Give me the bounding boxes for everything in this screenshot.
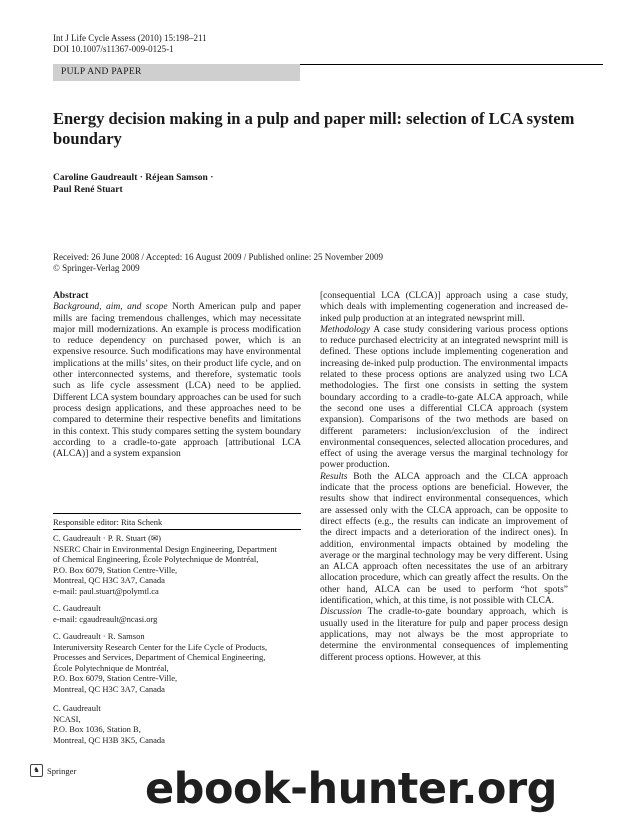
affiliation [53,703,301,745]
article-title: Energy decision making in a pulp and paper mill: selection of LCA system boundary [53,109,575,148]
affiliation-line: C. Gaudreault · R. Samson [53,631,145,641]
abstract-paragraph [53,302,301,460]
background-text: North American pulp and paper mills are facing tremendous challenges, which may necessitate major mill modernizations. An example is process modification to reduce dependency on purchased power, which is an expensive resource. Such modifications may have environmental implications at the mills’ sites, on their product life cycle, and on other interconnected systems, and therefore, systematic tools such as life cycle assessment (LCA) need to be applied. Different LCA system boundary approaches can be used for such process design applications, and these approaches need to be compared to determine their respective benefits and limitations in this context. This study compares setting the system boundary according to a cradle-to-gate approach [attributional LCA (ALCA)] and a system expansion [53,302,302,460]
publication-dates [53,252,613,274]
discussion-label: Discussion [320,607,362,618]
affiliation-line: Interuniversity Research Center for the Life Cycle of Products, [53,641,268,652]
discussion-text: The cradle-to-gate boundary approach, which is usually used in the literature for pulp and paper process design applications, may not always be the most appropriate to determine the environmental consequences of implementing different process options. However, at this [320,607,568,663]
affiliation-line: P.O. Box 6079, Station Centre-Ville, [53,564,178,575]
abstract-right-column [320,291,568,664]
affiliation-line: NCASI, [53,713,81,724]
authors-line: Paul René Stuart [53,185,123,195]
affiliation-line: NSERC Chair in Environmental Design Engineering, Department [53,543,278,554]
affiliation-line: Processes and Services, Department of Chemical Engineering, [53,652,266,663]
footnote-rule [53,529,301,530]
top-rule [300,64,603,65]
watermark: ebook-hunter.org [145,764,557,814]
journal-citation: Int J Life Cycle Assess (2010) 15:198–211 [53,33,207,43]
affiliation [53,533,301,597]
affiliation-line: P.O. Box 6079, Station Centre-Ville, [53,673,178,684]
methodology-label: Methodology [320,324,371,335]
affiliation-line: Montreal, QC H3B 3K5, Canada [53,734,165,745]
results-paragraph [320,472,568,608]
springer-horse-icon: ♞ [30,764,43,777]
results-label: Results [320,471,348,482]
affiliation-email[interactable]: e-mail: cgaudreault@ncasi.org [53,613,158,624]
affiliation-line: Montreal, QC H3C 3A7, Canada [53,683,165,694]
abstract-left-column [53,291,301,460]
copyright: © Springer-Verlag 2009 [53,263,140,273]
publisher-name: Springer [47,765,77,776]
results-text: Both the ALCA approach and the CLCA approach indicate that the process options are beneficial. However, the results show that indirect environmental consequences, which are assessed only with the CLCA approach, can be opposite to direct effects (e.g., the results can indicate an improvement of the direct impacts and a deterioration of the indirect ones). In addition, environmental impacts obtained by modeling the average or the marginal technology may be very different. Using an ALCA approach often necessitates the use of an arbitrary allocation procedure, which can greatly affect the results. On the other hand, ALCA can be used to perform “hot spots” identification, which, at this time, is not possible with CLCA. [320,471,569,607]
affiliation-line: École Polytechnique de Montréal, [53,662,169,673]
methodology-text: A case study considering various process options to reduce purchased electricity at an integrated newsprint mill is defined. These options include implementing cogeneration and increasing de-inked pulp production. The environmental impacts related to these process options are analyzed using two LCA methodologies. The first one consists in setting the system boundary according to a cradle-to-gate ALCA approach, while the second one uses a differential CLCA approach (system expansion). Comparisons of the two methods are based on different parameters: inclusion/exclusion of the indirect environmental consequences, selected allocation procedures, and effect of using the average versus the marginal technology for power production. [320,324,568,471]
affiliation-line: of Chemical Engineering, École Polytechnique de Montréal, [53,554,259,565]
publisher-mark [30,764,76,777]
affiliation-line: C. Gaudreault [53,603,101,613]
section-text: PULP AND PAPER [61,67,142,77]
methodology-paragraph [320,325,568,472]
authors [53,172,453,196]
doi: DOI 10.1007/s11367-009-0125-1 [53,44,174,54]
affiliation [53,603,301,624]
responsible-editor: Responsible editor: Rita Schenk [53,517,163,527]
dates-line: Received: 26 June 2008 / Accepted: 16 August 2009 / Published online: 25 November 2009 [53,252,383,262]
journal-meta [53,33,207,55]
affiliation-email[interactable]: e-mail: paul.stuart@polymtl.ca [53,585,159,596]
footnote-rule [53,513,301,514]
background-label: Background, aim, and scope [53,302,168,313]
discussion-paragraph [320,607,568,663]
background-continued: [consequential LCA (CLCA)] approach using a case study, which deals with implementing cogeneration and increased de-inked pulp production at an integrated newsprint mill. [320,291,568,324]
affiliation-line: Montreal, QC H3C 3A7, Canada [53,575,165,586]
affiliation [53,631,301,695]
authors-line: Caroline Gaudreault · Réjean Samson · [53,173,214,183]
abstract-heading: Abstract [53,291,89,301]
affiliation-line: C. Gaudreault [53,703,101,713]
affiliation-line: C. Gaudreault · P. R. Stuart (✉) [53,533,161,543]
affiliation-line: P.O. Box 1036, Station B, [53,724,141,735]
section-label [53,64,300,81]
